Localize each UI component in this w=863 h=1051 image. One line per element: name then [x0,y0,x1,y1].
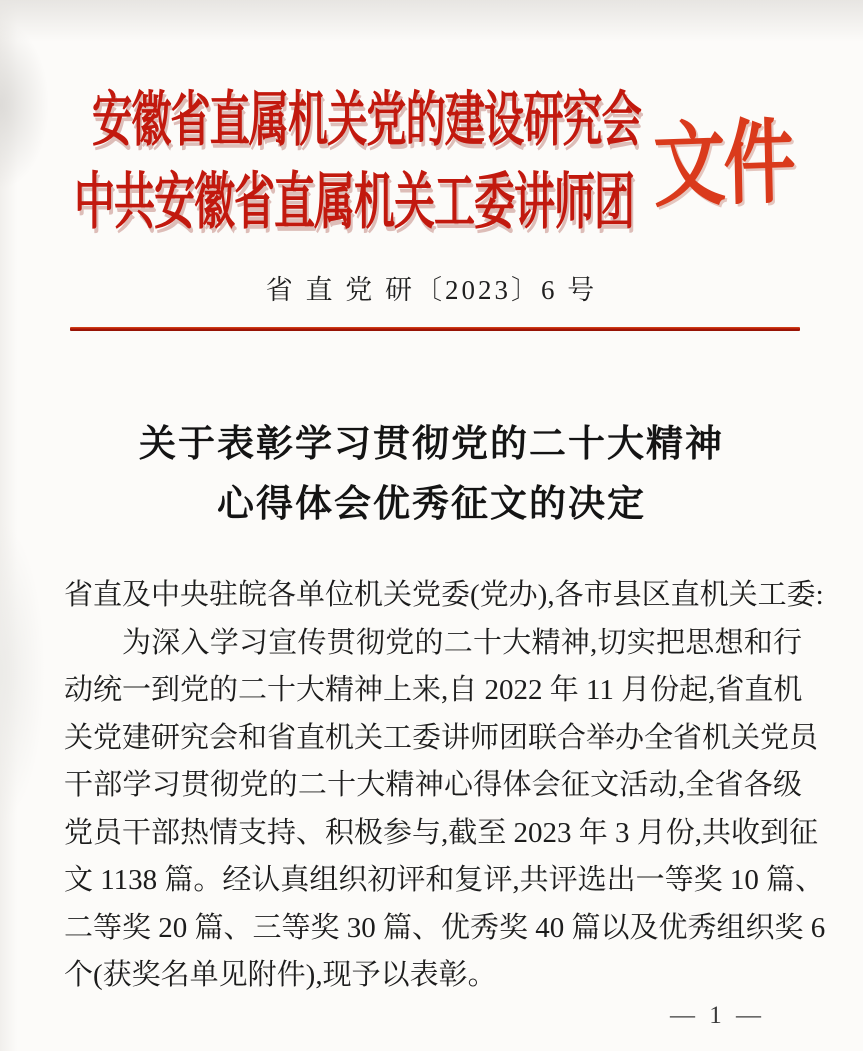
body-line: 二等奖 20 篇、三等奖 30 篇、优秀奖 40 篇以及优秀组织奖 6 [64,911,826,944]
body-line: 个(获奖名单见附件),现予以表彰。 [64,959,497,991]
body-line: 党员干部热情支持、积极参与,截至 2023 年 3 月份,共收到征 [64,816,819,849]
page-number: — 1 — [670,1002,765,1029]
body-text [64,572,826,1000]
document-number: 省 直 党 研〔2023〕6 号 [265,275,598,305]
letterhead-org-line-1: 安徽省直属机关党的建设研究会 [92,86,641,154]
body-line: 干部学习贯彻党的二十大精神心得体会征文活动,全省各级 [64,769,802,801]
salutation-line: 省直及中央驻皖各单位机关党委(党办),各市县区直机关工委: [64,579,824,611]
letterhead [0,0,863,240]
document-title-line-2: 心得体会优秀征文的决定 [217,484,646,525]
letterhead-org-line-2: 中共安徽省直属机关工委讲师团 [74,167,634,236]
body-line: 关党建研究会和省直机关工委讲师团联合举办全省机关党员 [64,721,819,754]
document-title-line-1: 关于表彰学习贯彻党的二十大精神 [139,424,724,465]
letterhead-document-word: 文件 [652,111,795,219]
body-line: 为深入学习宣传贯彻党的二十大精神,切实把思想和行 [122,626,802,659]
red-divider-line [70,327,800,331]
body-line: 动统一到党的二十大精神上来,自 2022 年 11 月份起,省直机 [64,674,803,706]
body-line: 文 1138 篇。经认真组织初评和复评,共评选出一等奖 10 篇、 [64,864,825,896]
document-title [0,415,863,535]
